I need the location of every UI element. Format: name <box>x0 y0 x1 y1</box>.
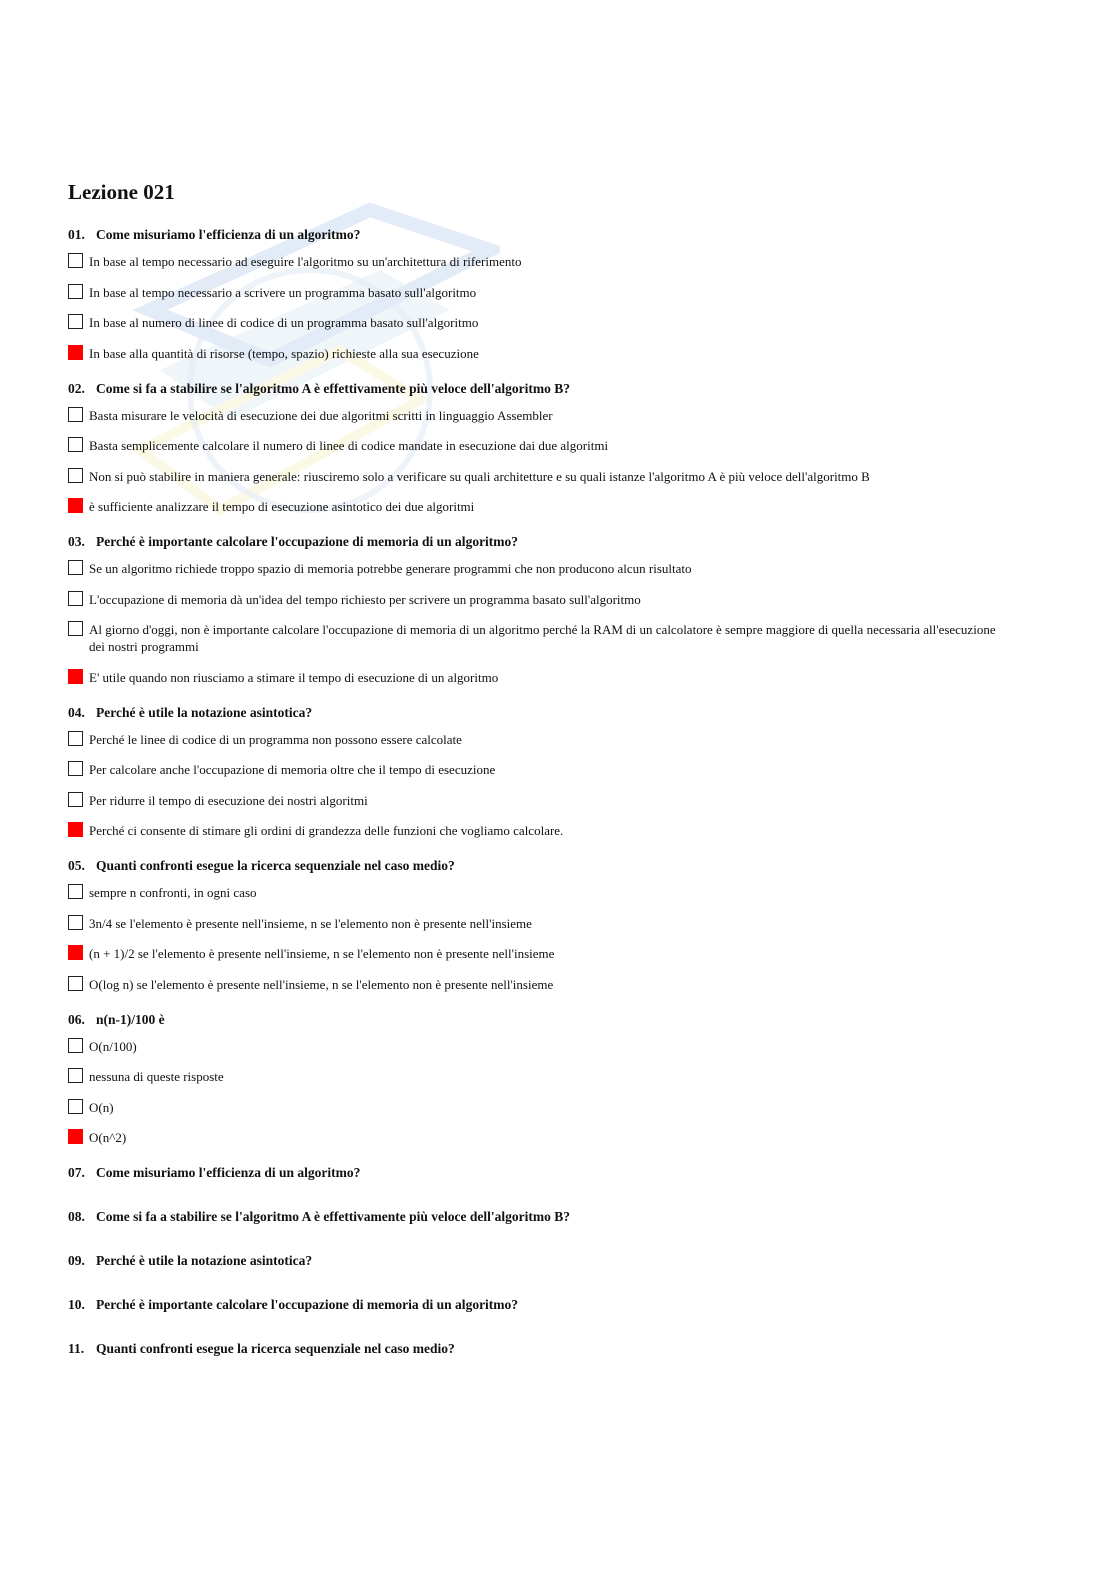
checkbox[interactable] <box>68 1068 83 1083</box>
answer-option[interactable] <box>68 822 998 839</box>
answer-option[interactable] <box>68 560 998 577</box>
checkbox[interactable] <box>68 284 83 299</box>
question-number: 06. <box>68 1011 85 1027</box>
answer-option[interactable] <box>68 761 998 778</box>
answer-text: O(n^2) <box>89 1130 127 1145</box>
question-text: Quanti confronti esegue la ricerca sequenziale nel caso medio? <box>96 858 455 873</box>
answer-text: O(n/100) <box>89 1038 137 1054</box>
question-number: 11. <box>68 1341 85 1356</box>
checkbox[interactable] <box>68 761 83 776</box>
answer-option[interactable] <box>68 284 998 301</box>
answer-option[interactable] <box>68 437 998 454</box>
answer-text: Basta misurare le velocità di esecuzione dei due algoritmi scritti in linguaggio Assembler <box>89 407 553 423</box>
answer-text: In base al tempo necessario a scrivere un programma basato sull'algoritmo <box>89 284 477 300</box>
checkbox[interactable] <box>68 560 83 575</box>
question-block <box>68 380 998 516</box>
answer-text: 3n/4 se l'elemento è presente nell'insieme, n se l'elemento non è presente nell'insieme <box>89 915 532 931</box>
question-text: Come misuriamo l'efficienza di un algoritmo? <box>96 1165 361 1180</box>
question-text: Perché è utile la notazione asintotica? <box>96 704 313 720</box>
answer-option[interactable] <box>68 468 998 485</box>
document-page <box>68 178 998 1384</box>
answer-text: O(log n) se l'elemento è presente nell'insieme, n se l'elemento non è presente nell'insieme <box>89 976 554 992</box>
question-title <box>68 1164 998 1182</box>
answer-option[interactable] <box>68 1068 998 1085</box>
question-number: 09. <box>68 1253 85 1268</box>
question-number: 08. <box>68 1209 85 1224</box>
question-list <box>68 226 998 1358</box>
checkbox[interactable] <box>68 591 83 606</box>
answer-option[interactable] <box>68 591 998 608</box>
answer-text: Non si può stabilire in maniera generale: riusciremo solo a verificare su quali architetture e su quali istanze l'algoritmo A è più veloce dell'algoritmo B <box>89 468 870 484</box>
answer-text: Perché ci consente di stimare gli ordini di grandezza delle funzioni che vogliamo calcolare. <box>89 823 564 838</box>
question-title <box>68 380 998 398</box>
answer-text: In base al tempo necessario ad eseguire l'algoritmo su un'architettura di riferimento <box>89 254 522 269</box>
question-text: Quanti confronti esegue la ricerca sequenziale nel caso medio? <box>96 1341 455 1356</box>
checkbox[interactable] <box>68 915 83 930</box>
answer-option[interactable] <box>68 792 998 809</box>
answer-text: Basta semplicemente calcolare il numero di linee di codice mandate in esecuzione dai due algoritmi <box>89 438 609 453</box>
question-block <box>68 1252 998 1270</box>
question-text: Come si fa a stabilire se l'algoritmo A è effettivamente più veloce dell'algoritmo B? <box>96 1209 571 1224</box>
answer-text: In base alla quantità di risorse (tempo, spazio) richieste alla sua esecuzione <box>89 345 479 361</box>
checkbox[interactable] <box>68 468 83 483</box>
checked-checkbox[interactable] <box>68 945 83 960</box>
lesson-title: Lezione 021 <box>68 180 175 204</box>
answer-option[interactable] <box>68 945 998 962</box>
answer-text: Se un algoritmo richiede troppo spazio di memoria potrebbe generare programmi che non producono alcun risultato <box>89 561 692 576</box>
answer-option[interactable] <box>68 976 998 993</box>
checkbox[interactable] <box>68 976 83 991</box>
question-block <box>68 1011 998 1147</box>
answer-text: In base al numero di linee di codice di un programma basato sull'algoritmo <box>89 315 479 330</box>
question-title <box>68 1296 998 1314</box>
answer-options <box>68 560 998 686</box>
answer-option[interactable] <box>68 1038 998 1055</box>
question-text: Perché è importante calcolare l'occupazione di memoria di un algoritmo? <box>96 1297 519 1312</box>
question-text: Come misuriamo l'efficienza di un algoritmo? <box>96 227 361 242</box>
answer-option[interactable] <box>68 731 998 748</box>
question-block <box>68 226 998 362</box>
question-number: 01. <box>68 227 85 242</box>
answer-text: Per ridurre il tempo di esecuzione dei nostri algoritmi <box>89 792 368 808</box>
checkbox[interactable] <box>68 407 83 422</box>
question-block <box>68 1340 998 1358</box>
answer-option[interactable] <box>68 621 998 655</box>
answer-option[interactable] <box>68 314 998 331</box>
question-text: Come si fa a stabilire se l'algoritmo A è effettivamente più veloce dell'algoritmo B? <box>96 380 571 396</box>
answer-option[interactable] <box>68 884 998 901</box>
checkbox[interactable] <box>68 792 83 807</box>
checkbox[interactable] <box>68 253 83 268</box>
question-block <box>68 1208 998 1226</box>
question-number: 04. <box>68 704 85 720</box>
answer-text: sempre n confronti, in ogni caso <box>89 885 257 900</box>
question-text: Perché è utile la notazione asintotica? <box>96 1253 313 1268</box>
question-title <box>68 857 998 875</box>
question-number: 10. <box>68 1297 85 1312</box>
checkbox[interactable] <box>68 621 83 636</box>
question-title <box>68 1340 998 1358</box>
answer-text: Per calcolare anche l'occupazione di memoria oltre che il tempo di esecuzione <box>89 762 496 777</box>
question-title <box>68 226 998 244</box>
answer-text: O(n) <box>89 1099 114 1115</box>
answer-option[interactable] <box>68 1099 998 1116</box>
question-block <box>68 857 998 993</box>
answer-options <box>68 407 998 516</box>
answer-options <box>68 1038 998 1147</box>
checked-checkbox[interactable] <box>68 822 83 837</box>
checked-checkbox[interactable] <box>68 1129 83 1144</box>
answer-text: nessuna di queste risposte <box>89 1069 224 1084</box>
answer-option[interactable] <box>68 669 998 686</box>
question-number: 03. <box>68 534 85 549</box>
checkbox[interactable] <box>68 731 83 746</box>
answer-options <box>68 253 998 362</box>
answer-options <box>68 731 998 840</box>
question-block <box>68 533 998 686</box>
answer-option[interactable] <box>68 407 998 424</box>
question-title <box>68 533 998 551</box>
answer-option[interactable] <box>68 345 998 362</box>
checkbox[interactable] <box>68 884 83 899</box>
checked-checkbox[interactable] <box>68 498 83 513</box>
answer-option[interactable] <box>68 915 998 932</box>
checked-checkbox[interactable] <box>68 669 83 684</box>
question-title <box>68 1252 998 1270</box>
answer-text: (n + 1)/2 se l'elemento è presente nell'insieme, n se l'elemento non è presente nell'insieme <box>89 946 555 961</box>
question-block <box>68 1296 998 1314</box>
answer-text: Al giorno d'oggi, non è importante calcolare l'occupazione di memoria di un algoritmo perché la RAM di un calcolatore è sempre maggiore di quella necessaria all'esecuzione dei nostri programmi <box>89 622 996 654</box>
checkbox[interactable] <box>68 1038 83 1053</box>
question-text: n(n-1)/100 è <box>96 1011 165 1027</box>
checkbox[interactable] <box>68 314 83 329</box>
question-number: 02. <box>68 380 85 396</box>
checked-checkbox[interactable] <box>68 345 83 360</box>
checkbox[interactable] <box>68 1099 83 1114</box>
answer-text: Perché le linee di codice di un programma non possono essere calcolate <box>89 731 462 747</box>
answer-options <box>68 884 998 993</box>
question-title <box>68 1011 998 1029</box>
answer-text: L'occupazione di memoria dà un'idea del tempo richiesto per scrivere un programma basato sull'algoritmo <box>89 591 641 607</box>
question-text: Perché è importante calcolare l'occupazione di memoria di un algoritmo? <box>96 534 519 549</box>
question-title <box>68 1208 998 1226</box>
answer-option[interactable] <box>68 253 998 270</box>
question-block <box>68 704 998 840</box>
question-number: 07. <box>68 1165 85 1180</box>
answer-text: è sufficiente analizzare il tempo di esecuzione asintotico dei due algoritmi <box>89 499 475 514</box>
question-title <box>68 704 998 722</box>
question-number: 05. <box>68 858 85 873</box>
answer-option[interactable] <box>68 498 998 515</box>
question-block <box>68 1164 998 1182</box>
answer-text: E' utile quando non riusciamo a stimare il tempo di esecuzione di un algoritmo <box>89 669 499 685</box>
answer-option[interactable] <box>68 1129 998 1146</box>
checkbox[interactable] <box>68 437 83 452</box>
